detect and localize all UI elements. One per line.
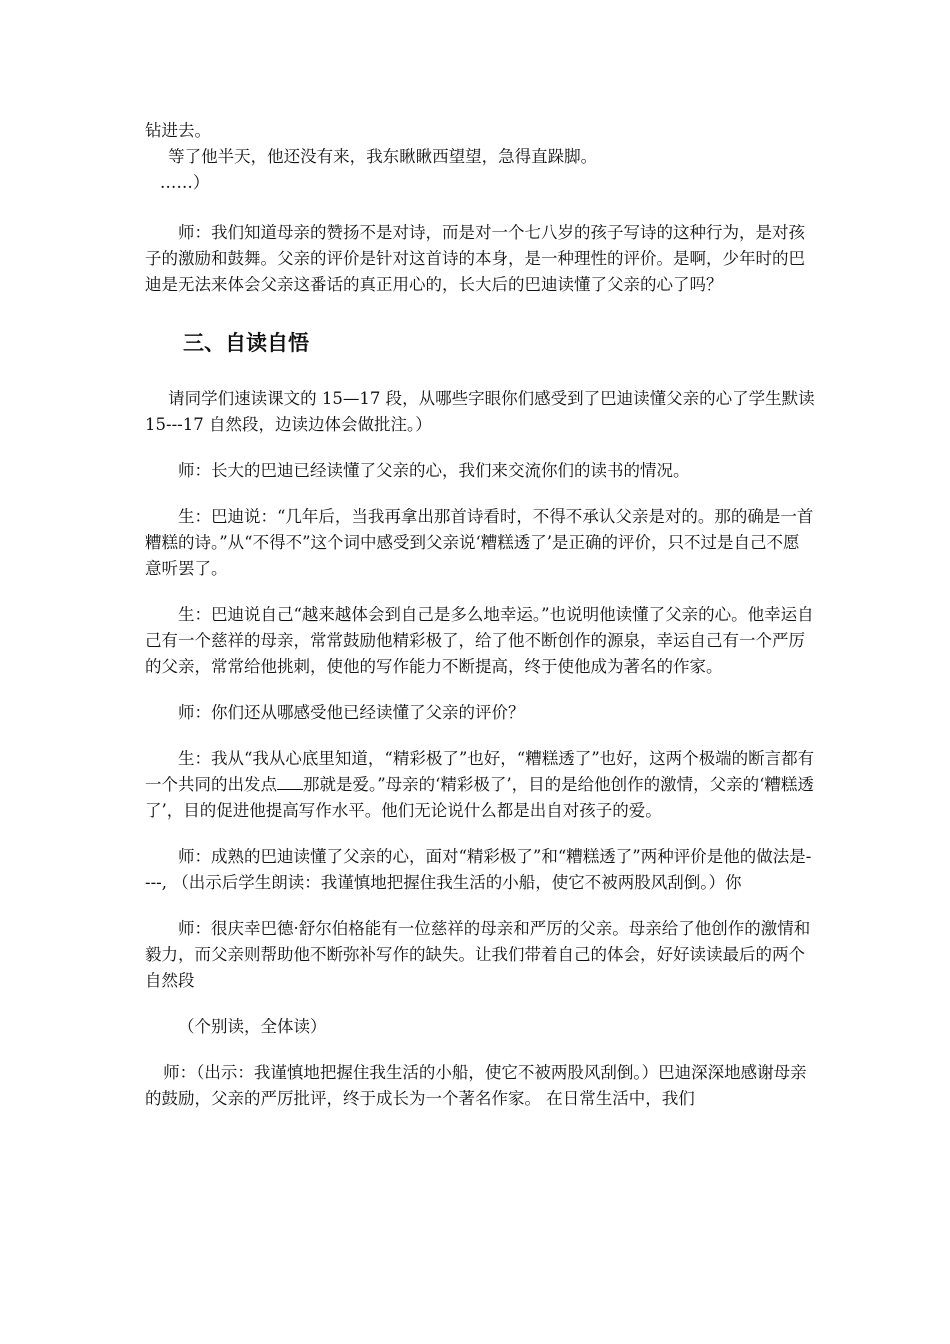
- paragraph-4: 师：我们知道母亲的赞扬不是对诗，而是对一个七八岁的孩子写诗的这种行为，是对孩子的激励和鼓舞。父亲的评价是针对这首诗的本身，是一种理性的评价。是啊，少年时的巴迪是无法来体会父亲这番话的真正用心的，长大后的巴迪读懂了父亲的心了吗？: [145, 223, 805, 294]
- paragraph-10-part-a: 生：我从“我从心底里知道，“精彩极了”也好，“糟糕透了”也好，这两个极端的断言都有一个共同的出发点: [145, 749, 815, 794]
- paragraph-12: 师：很庆幸巴德·舒尔伯格能有一位慈祥的母亲和严厉的父亲。母亲给了他创作的激情和毅力，而父亲则帮助他不断弥补写作的缺失。让我们带着自己的体会，好好读读最后的两个自然段: [145, 919, 811, 990]
- section-heading: 三、自读自悟: [183, 331, 309, 355]
- paragraph-13: （个别读，全体读）: [178, 1017, 327, 1036]
- paragraph-2: 等了他半天，他还没有来，我东瞅瞅西望望，急得直跺脚。: [168, 147, 598, 166]
- paragraph-9: 师：你们还从哪感受他已经读懂了父亲的评价？: [178, 703, 525, 722]
- paragraph-8: 生：巴迪说自己“越来越体会到自己是多么地幸运。”也说明他读懂了父亲的心。他幸运自己有一个慈祥的母亲，常常鼓励他精彩极了，给了他不断创作的源泉，幸运自己有一个严厉的父亲，常常给他挑刺，使他的写作能力不断提高，终于使他成为著名的作家。: [145, 605, 814, 676]
- document-page: [145, 118, 815, 1112]
- paragraph-10-part-b: 那就是爱。”母亲的‘精彩极了’，目的是给他创作的激情，父亲的‘糟糕透了’，目的促进他提高写作水平。他们无论说什么都是出自对孩子的爱。: [145, 775, 814, 820]
- paragraph-11: 师：成熟的巴迪读懂了父亲的心，面对“精彩极了”和“糟糕透了”两种评价是他的做法是----, （出示后学生朗读：我谨慎地把握住我生活的小船，使它不被两股风刮倒。）你: [145, 847, 812, 892]
- paragraph-14: 师：（出示：我谨慎地把握住我生活的小船，使它不被两股风刮倒。）巴迪深深地感谢母亲的鼓励，父亲的严厉批评，终于成长为一个著名作家。 在日常生活中，我们: [145, 1063, 807, 1108]
- blank-underline: [277, 775, 303, 790]
- paragraph-10: [145, 746, 815, 824]
- paragraph-3: ……）: [159, 173, 210, 192]
- paragraph-5: 请同学们速读课文的 15—17 段，从哪些字眼你们感受到了巴迪读懂父亲的心了学生默读 15---17 自然段，边读边体会做批注。）: [145, 389, 815, 434]
- paragraph-6: 师：长大的巴迪已经读懂了父亲的心，我们来交流你们的读书的情况。: [178, 461, 690, 480]
- paragraph-1: 钻进去。: [145, 121, 211, 140]
- paragraph-7: 生：巴迪说：“几年后，当我再拿出那首诗看时，不得不承认父亲是对的。那的确是一首糟糕的诗。”从“不得不”这个词中感受到父亲说‘糟糕透了’是正确的评价，只不过是自己不愿意听罢了。: [145, 507, 814, 578]
